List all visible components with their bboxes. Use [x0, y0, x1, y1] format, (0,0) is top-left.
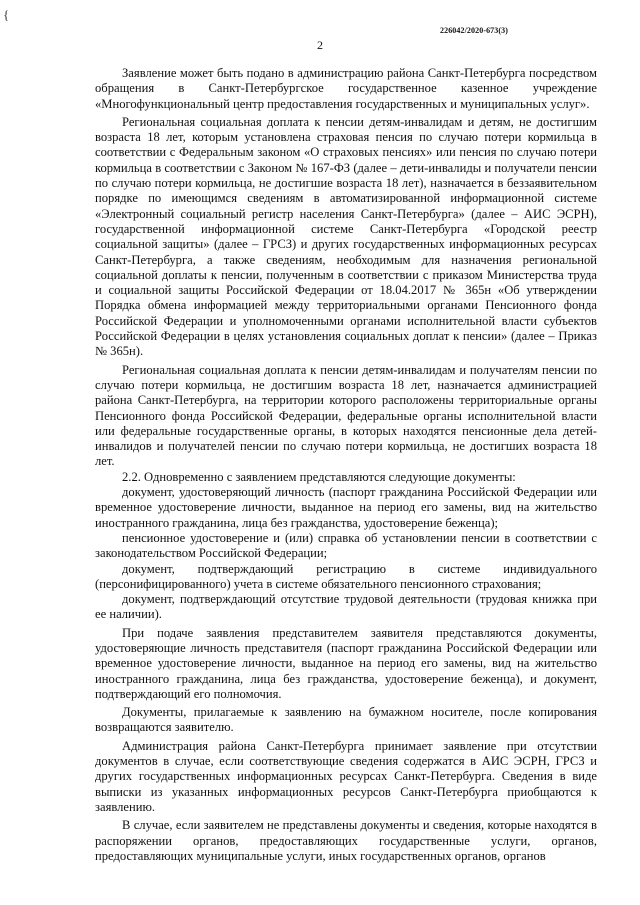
paragraph-identity-document: документ, удостоверяющий личность (паспорт гражданина Российской Федерации или временное удостоверение личности, выданное на период его замены, вид на жительство иностранного гражданина, лица без гражданства, удостоверение беженца); — [95, 485, 597, 530]
paragraph-regional-supplement-assignment: Региональная социальная доплата к пенсии детям-инвалидам и детям, не достигшим возраста 18 лет, которым установлена страховая пенсия по случаю потери кормильца в соответствии с Федеральным законом «О страховых пенсиях» или пенсия по случаю потери кормильца в соответствии с Законом № 167-ФЗ (далее – дети-инвалиды и получатели пенсии по случаю потери кормильца, не достигшие возраста 18 лет), назначается в беззаявительном порядке по имеющимся сведениям в автоматизированной информационной системе «Электронный социальный регистр населения Санкт-Петербурга» (далее – АИС ЭСРН), государственной информационной системе Санкт-Петербурга «Городской реестр социальной защиты» (далее – ГРСЗ) и других государственных информационных ресурсах Санкт-Петербурга, а также сведениям, необходимым для назначения региональной социальной доплаты к пенсии, полученным в соответствии с приказом Министерства труда и социальной защиты Российской Федерации от 18.04.2017 № 365н «Об утверждении Порядка обмена информацией между территориальными органами Пенсионного фонда Российской Федерации и уполномоченными органами исполнительной власти субъектов Российской Федерации в целях установления социальных доплат к пенсии» (далее – Приказ № 365н). — [95, 114, 597, 359]
paragraph-representative-documents: При подаче заявления представителем заявителя представляются документы, удостоверяющие личность представителя (паспорт гражданина Российской Федерации или временное удостоверение личности, выданное на период его замены, вид на жительство иностранного гражданина, лица без гражданства, удостоверение беженца), и документ, подтверждающий его полномочия. — [95, 625, 597, 701]
paragraph-documents-returned: Документы, прилагаемые к заявлению на бумажном носителе, после копирования возвращаются заявителю. — [95, 705, 597, 735]
paragraph-registration-document: документ, подтверждающий регистрацию в системе индивидуального (персонифицированного) учета в системе обязательного пенсионного страхования; — [95, 561, 597, 591]
paragraph-employment-document: документ, подтверждающий отсутствие трудовой деятельности (трудовая книжка при ее наличии). — [95, 592, 597, 622]
paragraph-pension-certificate: пенсионное удостоверение и (или) справка об установлении пенсии в соответствии с законодательством Российской Федерации; — [95, 530, 597, 561]
page-number: 2 — [317, 38, 323, 52]
paragraph-section-2-2: 2.2. Одновременно с заявлением представляются следующие документы: — [122, 469, 516, 484]
margin-bracket-mark: { — [3, 7, 10, 22]
paragraph-application-submission: Заявление может быть подано в администрацию района Санкт-Петербурга посредством обращения в Санкт-Петербургское государственное казенное учреждение «Многофункциональный центр предоставления государственных и муниципальных услуг». — [95, 66, 597, 111]
document-registration-number: 226042/2020-673(3) — [440, 26, 509, 35]
paragraph-application-without-documents: Администрация района Санкт-Петербурга принимает заявление при отсутствии документов в случае, если соответствующие сведения содержатся в АИС ЭСРН, ГРСЗ и других государственных информационных ресурсах Санкт-Петербурга. Сведения в виде выписки из указанных информационных ресурсов Санкт-Петербурга приобщаются к заявлению. — [95, 738, 597, 814]
document-body — [95, 66, 597, 864]
paragraph-missing-documents: В случае, если заявителем не представлены документы и сведения, которые находятся в распоряжении органов, предоставляющих государственные услуги, органов, предоставляющих муниципальные услуги, иных государственных органов, органов — [95, 818, 597, 863]
paragraph-district-administration: Региональная социальная доплата к пенсии детям-инвалидам и получателям пенсии по случаю потери кормильца, не достигшим возраста 18 лет, назначается администрацией района Санкт-Петербурга, на территории которого расположены территориальные органы Пенсионного фонда Российской Федерации, федеральные органы исполнительной власти или федеральные государственные органы, в которых находятся пенсионные дела детей-инвалидов и получателей пенсии по случаю потери кормильца, не достигших возраста 18 лет. — [95, 362, 597, 469]
